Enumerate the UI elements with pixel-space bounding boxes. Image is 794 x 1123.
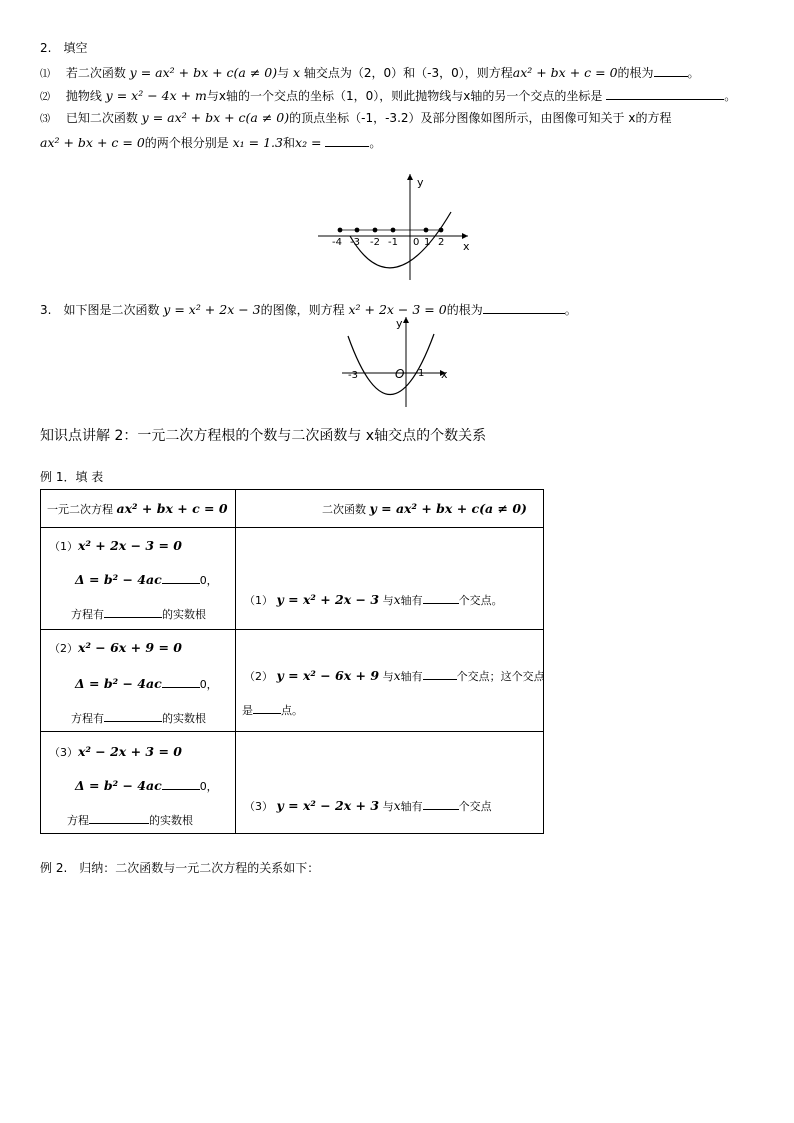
question-1-x-var: x (292, 65, 301, 80)
section-3-text-c: 的根为 (446, 303, 483, 317)
question-3-text-a: 已知二次函数 (65, 111, 138, 125)
section-3-equation: x² + 2x − 3 = 0 (348, 302, 447, 317)
row-3-roots-blank[interactable] (89, 812, 149, 824)
row-2-right-text-b: 轴有 (400, 670, 423, 683)
question-1-equation: ax² + bx + c = 0 (512, 65, 618, 80)
question-2-answer-blank[interactable] (606, 88, 724, 100)
graph-1-x-label: x (463, 240, 470, 253)
table-header-right-content (322, 501, 527, 517)
parabola-graph-1 (318, 170, 478, 282)
question-3-text-c: 的两个根分别是 (144, 136, 229, 150)
question-1-text-c: 轴交点为（2，0）和（-3，0），则方程 (303, 66, 513, 80)
graph-1-x-arrow (462, 233, 468, 239)
question-1 (40, 65, 700, 83)
graph-1-tick-neg3: -3 (350, 237, 360, 248)
graph-2-parabola (348, 334, 434, 395)
question-1-text-a: 若二次函数 (65, 66, 126, 80)
row-1-equation-line (49, 538, 182, 554)
row-3-right-text-a: 与 (382, 800, 394, 813)
graph-2-tick-neg3: -3 (348, 370, 358, 381)
graph-2-x-label: x (441, 368, 448, 381)
row-1-left-number: （1） (49, 540, 78, 553)
row-2-delta-line (75, 676, 218, 692)
row-2-right-number: （2） (244, 670, 273, 683)
question-2-function: y = x² − 4x + m (105, 88, 207, 103)
row-1-delta-end: 0， (199, 574, 218, 587)
row-3-delta-end: 0， (199, 780, 218, 793)
example-2-title: 例 2. 归纳：二次函数与一元二次方程的关系如下： (40, 861, 320, 875)
graph-1-parabola (350, 212, 451, 268)
graph-1-tick-neg4: -4 (332, 237, 342, 248)
question-2-number: ⑵ (40, 92, 50, 103)
table-row (41, 732, 544, 834)
graph-1-tick-neg2: -2 (370, 237, 380, 248)
question-3-text-b: 的顶点坐标（-1，-3.2）及部分图像如图所示，由图像可知关于 x的方程 (289, 111, 672, 125)
row-1-delta-blank[interactable] (162, 572, 200, 584)
graph-1-tick-2: 2 (438, 237, 445, 248)
row-2-right-text-a: 与 (382, 670, 394, 683)
row-3-delta: Δ = b² − 4ac (75, 778, 162, 793)
section-3-end: 。 (564, 303, 577, 317)
row-2-right-text-d: 是 (242, 704, 253, 717)
row-1-right-function: y = x² + 2x − 3 (276, 592, 380, 607)
question-2-text-b: 与x轴的一个交点的坐标（1，0），则此抛物线与x轴的另一个交点的坐标是 (206, 89, 603, 103)
row-2-right-point-blank[interactable] (253, 702, 281, 714)
graph-1-tick-1: 1 (424, 237, 431, 248)
row-2-roots-line (71, 710, 206, 726)
row-3-right-text-c: 个交点 (458, 800, 492, 813)
row-2-right-x: x (393, 668, 401, 683)
graph-2-y-label: y (396, 317, 403, 330)
question-3-x1: x₁ = 1.3 (232, 135, 283, 150)
question-2 (40, 88, 736, 106)
row-2-delta-end: 0， (199, 678, 218, 691)
row-1-roots-line (71, 606, 206, 622)
table-header-right-equation: y = ax² + bx + c(a ≠ 0) (369, 501, 527, 516)
example-1-title: 例 1．填 表 (40, 470, 104, 484)
question-1-answer-blank[interactable] (654, 65, 688, 77)
question-2-text-a: 抛物线 (65, 89, 102, 103)
question-3-equation: ax² + bx + c = 0 (40, 135, 145, 150)
row-2-roots-text-b: 的实数根 (162, 712, 206, 725)
table-header-right-text: 二次函数 (322, 503, 366, 516)
table-header-left-equation: ax² + bx + c = 0 (116, 501, 228, 516)
row-3-roots-line (67, 812, 193, 828)
table-header-right (236, 490, 544, 528)
row-1-right-line (244, 592, 503, 608)
question-3-answer-blank[interactable] (325, 135, 369, 147)
row-1-roots-text-a: 方程有 (71, 608, 104, 621)
question-3-end: 。 (369, 136, 382, 150)
table-row-2-right (236, 630, 544, 732)
row-1-roots-blank[interactable] (104, 606, 162, 618)
table-header-left (41, 490, 236, 528)
question-section-3 (40, 302, 577, 318)
table-row-3-left (41, 732, 236, 834)
row-1-right-text-a: 与 (382, 594, 394, 607)
question-1-function: y = ax² + bx + c(a ≠ 0) (129, 65, 278, 80)
row-2-right-function: y = x² − 6x + 9 (276, 668, 380, 683)
knowledge-point-heading: 知识点讲解 2：一元二次方程根的个数与二次函数与 x轴交点的个数关系 (40, 428, 487, 444)
graph-2-tick-1: 1 (418, 368, 425, 379)
row-2-left-number: （2） (49, 642, 78, 655)
question-2-end: 。 (724, 89, 737, 103)
question-1-end: 。 (687, 66, 700, 80)
question-1-number: ⑴ (40, 69, 50, 80)
row-2-delta-blank[interactable] (162, 676, 200, 688)
row-1-delta-line (75, 572, 218, 588)
question-1-text-d: 的根为 (617, 66, 654, 80)
row-2-right-line-2 (242, 702, 303, 718)
graph-1-tick-0: 0 (413, 237, 420, 248)
row-3-right-x: x (393, 798, 401, 813)
row-3-right-line (244, 798, 492, 814)
row-3-delta-blank[interactable] (162, 778, 200, 790)
table-header-row (41, 490, 544, 528)
row-3-left-number: （3） (49, 746, 78, 759)
row-1-right-blank[interactable] (423, 592, 459, 604)
table-row-1-right (236, 528, 544, 630)
graph-2-y-arrow (403, 317, 409, 323)
question-3-and: 和 (283, 136, 296, 150)
row-3-delta-line (75, 778, 218, 794)
row-3-right-text-b: 轴有 (400, 800, 423, 813)
section-3-text-a: 3. 如下图是二次函数 (40, 303, 160, 317)
section-2-title: 2. 填空 (40, 41, 88, 55)
parabola-graph-2 (340, 314, 452, 410)
row-2-delta: Δ = b² − 4ac (75, 676, 162, 691)
row-3-left-equation: x² − 2x + 3 = 0 (78, 744, 183, 759)
row-1-right-text-b: 轴有 (400, 594, 423, 607)
question-3-line-1 (40, 110, 671, 128)
row-3-right-function: y = x² − 2x + 3 (276, 798, 380, 813)
row-2-roots-blank[interactable] (104, 710, 162, 722)
row-3-equation-line (49, 744, 182, 760)
table-row-3-right (236, 732, 544, 834)
row-1-roots-text-b: 的实数根 (162, 608, 206, 621)
table-row (41, 630, 544, 732)
graph-1-tick-neg1: -1 (388, 237, 398, 248)
row-3-right-number: （3） (244, 800, 273, 813)
question-1-text-b: 与 (277, 66, 290, 80)
graph-2-origin: O (395, 367, 405, 381)
row-3-roots-text-a: 方程 (67, 814, 89, 827)
table-row (41, 528, 544, 630)
row-2-equation-line (49, 640, 182, 656)
graph-1-y-label: y (417, 176, 424, 189)
row-1-right-number: （1） (244, 594, 273, 607)
table-header-left-text: 一元二次方程 (47, 503, 113, 516)
table-row-2-left (41, 630, 236, 732)
section-3-text-b: 的图像，则方程 (260, 303, 345, 317)
row-2-left-equation: x² − 6x + 9 = 0 (78, 640, 183, 655)
question-3-function: y = ax² + bx + c(a ≠ 0) (141, 110, 290, 125)
row-1-right-x: x (393, 592, 401, 607)
row-3-roots-text-b: 的实数根 (149, 814, 193, 827)
table-header-left-content (47, 501, 228, 517)
row-1-left-equation: x² + 2x − 3 = 0 (78, 538, 183, 553)
row-2-right-blank[interactable] (423, 668, 457, 680)
question-3-line-2 (40, 135, 381, 151)
table-row-1-left (41, 528, 236, 630)
fill-in-table (40, 489, 544, 834)
row-1-delta: Δ = b² − 4ac (75, 572, 162, 587)
question-3-x2: x₂ = (295, 135, 322, 150)
graph-1-y-arrow (407, 174, 413, 180)
row-2-roots-text-a: 方程有 (71, 712, 104, 725)
row-1-right-text-c: 个交点。 (458, 594, 503, 607)
row-2-right-text-c: 个交点；这个交点 (456, 670, 545, 683)
row-3-right-blank[interactable] (423, 798, 459, 810)
section-3-function: y = x² + 2x − 3 (163, 302, 261, 317)
section-3-answer-blank[interactable] (483, 302, 565, 314)
question-3-number: ⑶ (40, 114, 50, 125)
row-2-right-line-1 (244, 668, 545, 684)
row-2-right-text-e: 点。 (281, 704, 303, 717)
